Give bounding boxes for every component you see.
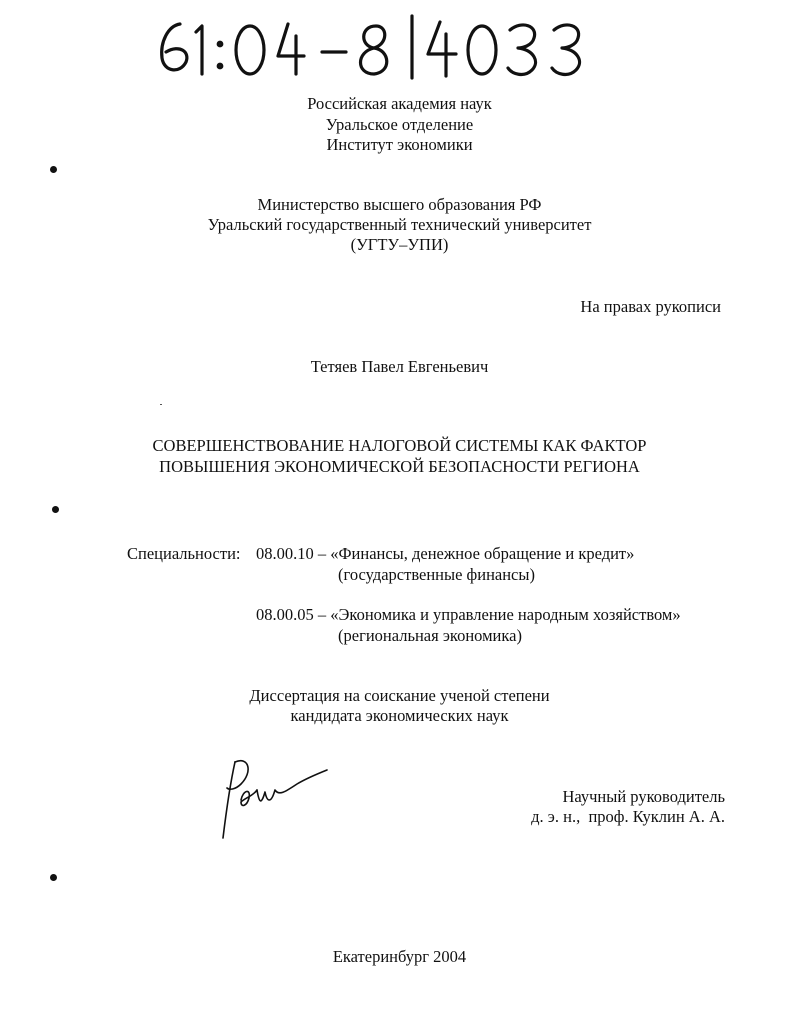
specialty-2-dash: – [317,605,327,624]
handwritten-catalog-number [150,6,610,86]
degree-line-2: кандидата экономических наук [290,706,509,725]
specialty-2-subfield: (региональная экономика) [338,626,522,645]
ministry-name: Министерство высшего образования РФ [257,195,542,214]
specialty-2-code [256,605,681,625]
binding-hole-mark [50,166,57,173]
advisor-name: д. э. н., проф. Куклин А. А. [531,807,725,826]
city-year: Екатеринбург 2004 [332,947,467,966]
specialty-1-code-number: 08.00.10 [256,544,314,563]
advisor-role: Научный руководитель [562,787,725,806]
specialty-2-name: «Экономика и управление народным хозяйством» [330,605,681,624]
degree-line-1: Диссертация на соискание ученой степени [249,686,550,705]
author-signature [205,750,340,850]
binding-hole-mark [50,874,57,881]
binding-hole-mark [52,506,59,513]
specialty-1-name: «Финансы, денежное обращение и кредит» [330,544,635,563]
specialty-1-subfield: (государственные финансы) [338,565,535,584]
specialty-1-code [256,544,634,564]
scan-speck [160,404,162,405]
university-abbreviation: (УГТУ–УПИ) [350,235,449,254]
university-name: Уральский государственный технический университет [207,215,592,234]
author-name: Тетяев Павел Евгеньевич [310,357,489,376]
institute-name: Институт экономики [326,135,473,154]
handwritten-catalog-number-graphic [150,6,610,86]
signature-scribble [205,750,340,850]
specialties-label: Специальности: [127,544,241,563]
dissertation-title-line-1: СОВЕРШЕНСТВОВАНИЕ НАЛОГОВОЙ СИСТЕМЫ КАК ФАКТОР [152,436,647,455]
academy-name: Российская академия наук [307,94,492,113]
dissertation-title-line-2: ПОВЫШЕНИЯ ЭКОНОМИЧЕСКОЙ БЕЗОПАСНОСТИ РЕГИОНА [159,457,640,476]
branch-name: Уральское отделение [325,115,474,134]
specialty-1-dash: – [317,544,327,563]
specialty-2-code-number: 08.00.05 [256,605,314,624]
manuscript-rights-notice: На правах рукописи [580,297,721,316]
